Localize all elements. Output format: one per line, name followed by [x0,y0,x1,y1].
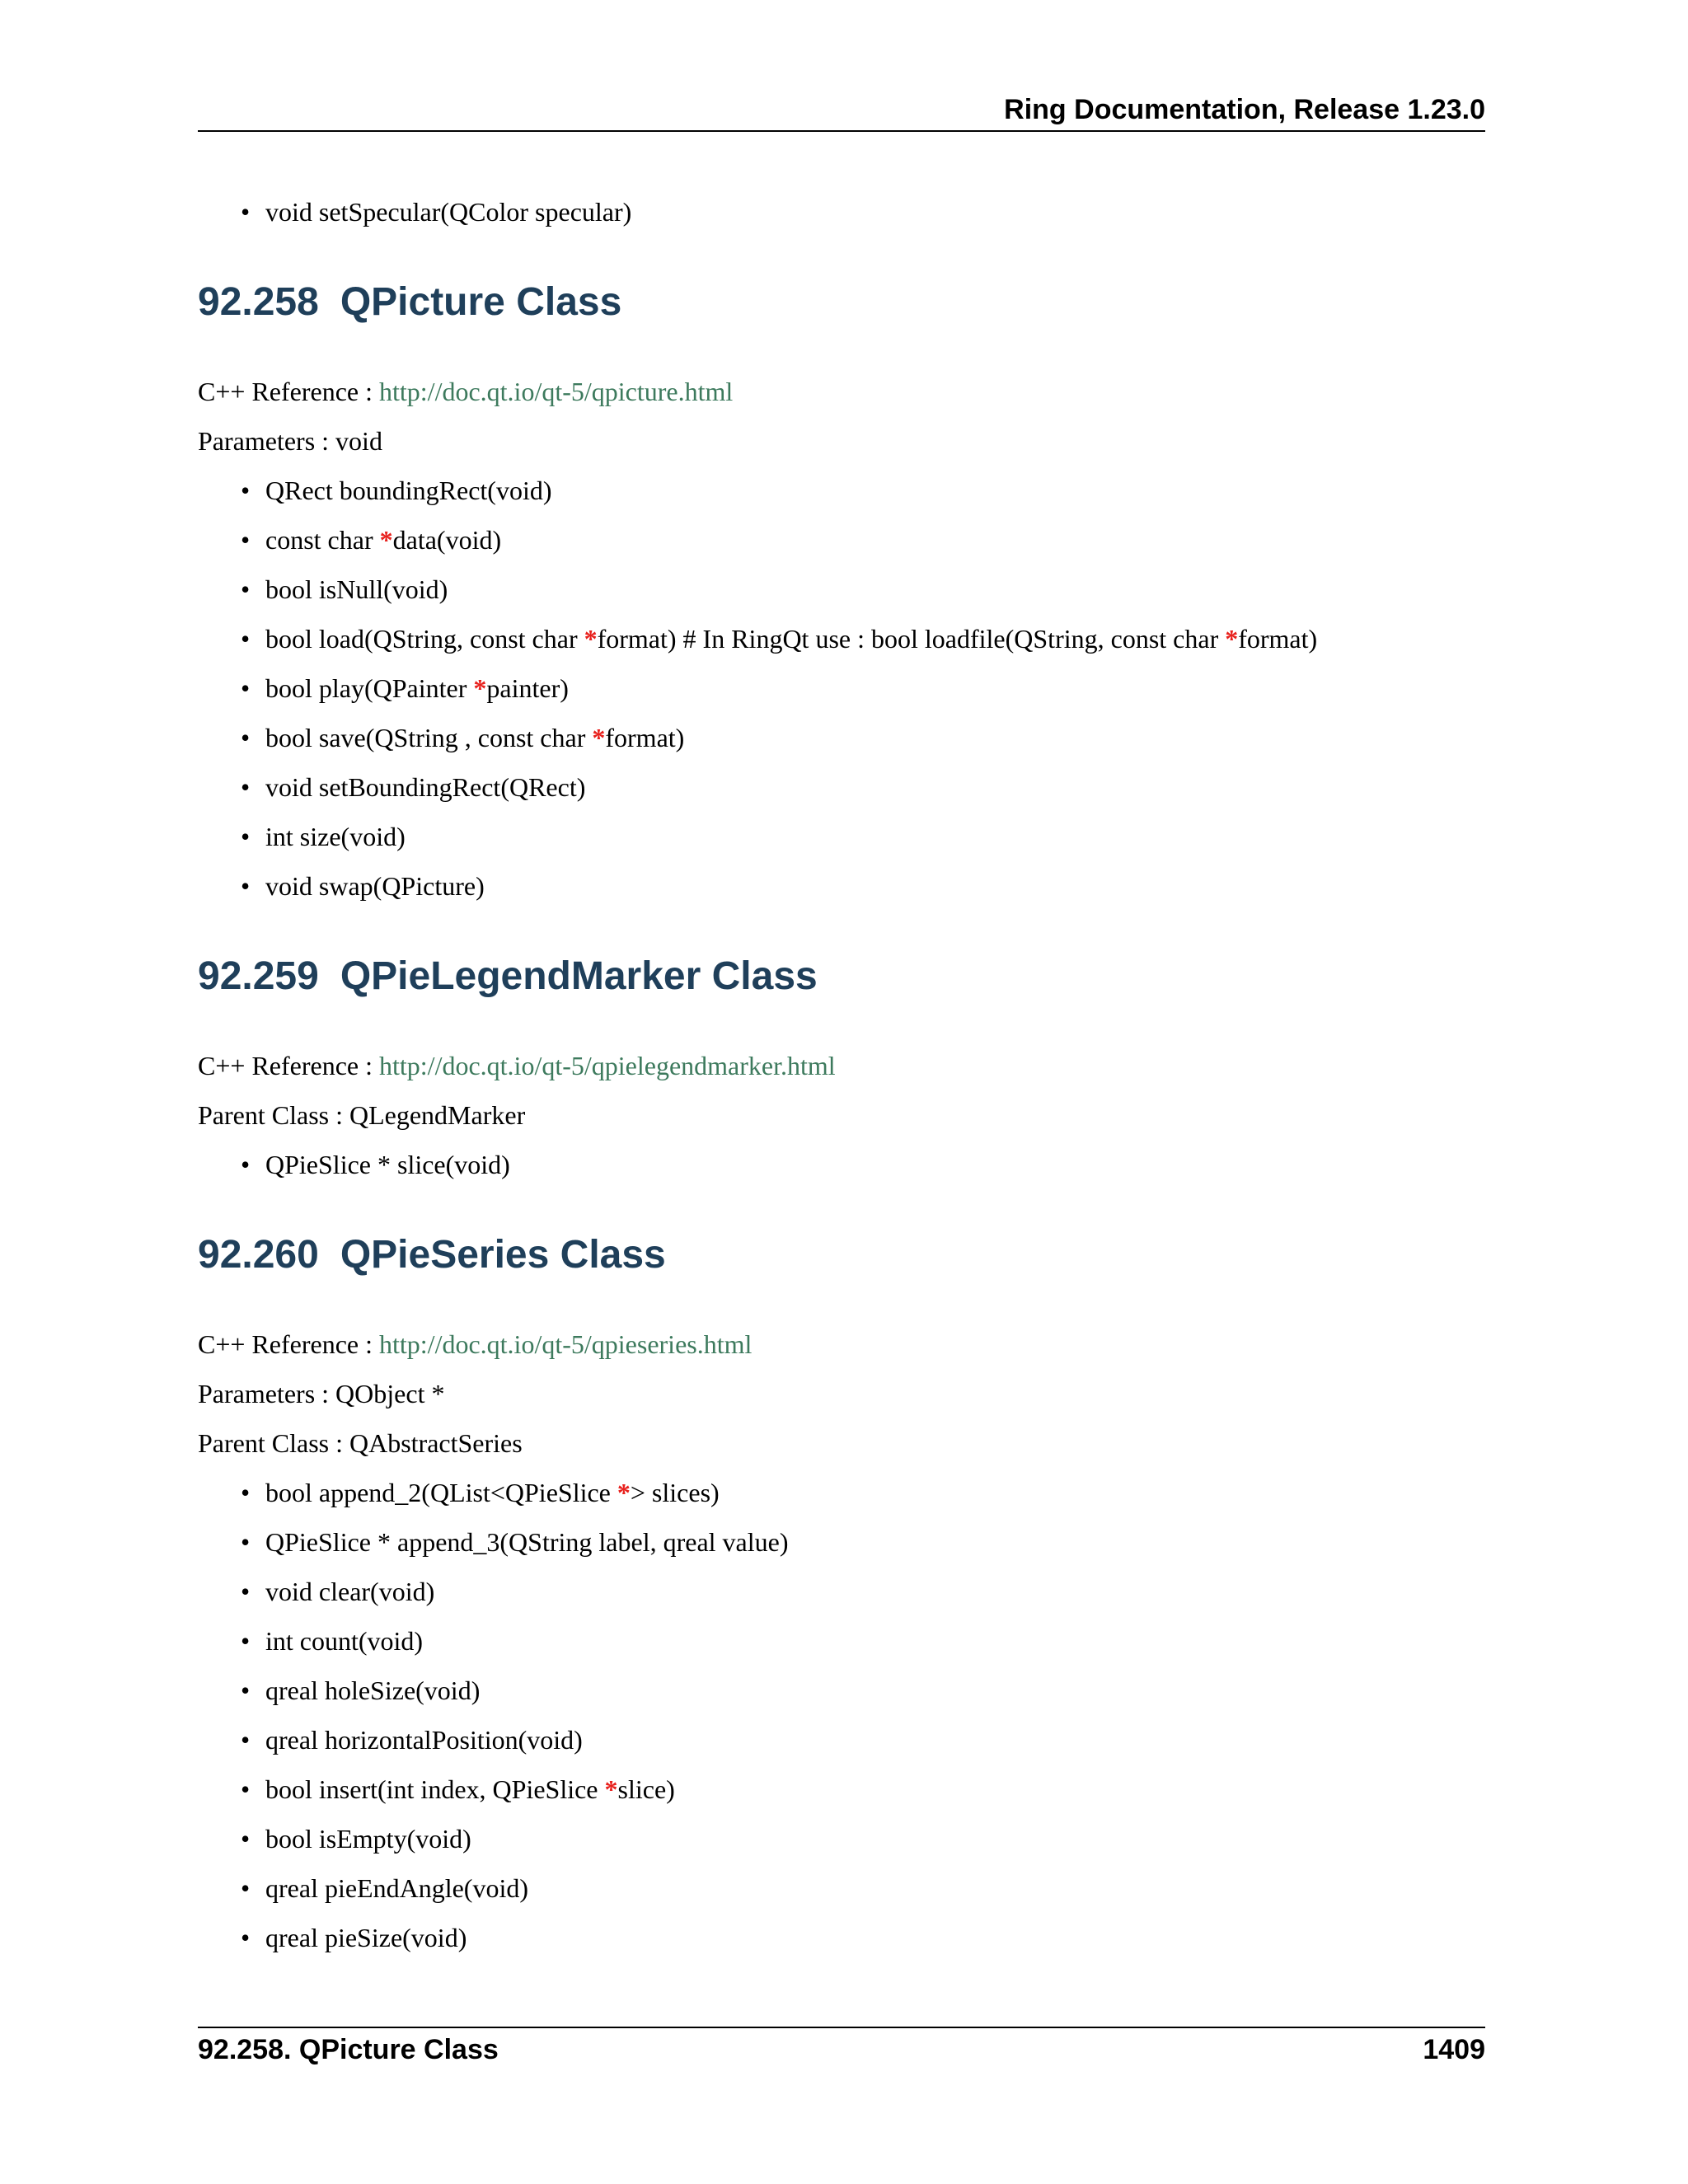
method-text: void clear(void) [265,1577,435,1606]
method-item [265,868,1485,904]
method-list [198,1146,1485,1183]
method-text: format) [1238,624,1318,654]
pointer-star: * [617,1478,631,1507]
method-item [265,1722,1485,1758]
method-item [265,621,1485,657]
method-text: bool isNull(void) [265,574,448,604]
method-item [265,522,1485,558]
parameters-line [198,1376,1485,1412]
method-item [265,571,1485,607]
method-text: bool insert(int index, QPieSlice [265,1774,605,1804]
parent-class-value: QAbstractSeries [349,1428,523,1458]
method-item [265,1870,1485,1906]
section-qpieseries [198,1230,1485,1956]
method-item [265,719,1485,756]
method-text: data(void) [392,525,502,555]
method-text: qreal pieSize(void) [265,1923,467,1952]
method-item [265,769,1485,805]
pointer-star: * [584,624,598,654]
section-heading [198,952,1485,1001]
method-item [265,670,1485,706]
method-text: void setBoundingRect(QRect) [265,772,586,802]
footer-section-label: 92.258. QPicture Class [198,2034,499,2065]
cpp-reference-link[interactable]: http://doc.qt.io/qt-5/qpielegendmarker.html [379,1051,836,1080]
method-list [198,1474,1485,1956]
section-heading [198,278,1485,327]
page-content [198,194,1485,1956]
parameters-label: Parameters : [198,1379,336,1408]
footer-rule [198,2027,1485,2028]
section-qpicture [198,278,1485,904]
method-text: bool append_2(QList<QPieSlice [265,1478,617,1507]
section-title: QPicture Class [340,280,622,324]
method-text: qreal pieEndAngle(void) [265,1873,528,1903]
method-text: const char [265,525,380,555]
method-text: QRect boundingRect(void) [265,476,552,505]
section-number: 92.260 [198,1233,319,1277]
header-rule [198,130,1485,132]
method-item: • void setSpecular(QColor specular) [265,194,1485,230]
method-text: void swap(QPicture) [265,871,485,901]
parent-class-value: QLegendMarker [349,1100,526,1130]
method-text: bool load(QString, const char [265,624,584,654]
method-item [265,472,1485,509]
method-text: painter) [486,673,569,703]
method-item [265,1919,1485,1956]
method-item [265,1821,1485,1857]
method-item [265,1573,1485,1610]
section-number: 92.258 [198,280,319,324]
method-text: QPieSlice * append_3(QString label, qreal value) [265,1527,789,1557]
parameters-line [198,423,1485,459]
method-text: bool play(QPainter [265,673,474,703]
parameters-label: Parameters : [198,426,336,456]
method-text: bool isEmpty(void) [265,1824,471,1854]
method-text: format) [605,723,685,752]
preceding-method-list [198,194,1485,230]
pointer-star: * [473,673,487,703]
cpp-reference-label: C++ Reference : [198,377,379,406]
method-list [198,472,1485,904]
section-title: QPieSeries Class [340,1233,666,1277]
parent-class-label: Parent Class : [198,1100,349,1130]
method-item [265,1146,1485,1183]
method-text: slice) [617,1774,675,1804]
running-footer [198,2029,1485,2070]
method-text: QPieSlice * slice(void) [265,1150,510,1179]
method-text: int size(void) [265,822,406,851]
parent-class-line [198,1425,1485,1461]
section-number: 92.259 [198,954,319,998]
cpp-reference-label: C++ Reference : [198,1051,379,1080]
method-text: format) # In RingQt use : bool loadfile(QString, const char [597,624,1226,654]
parent-class-line [198,1097,1485,1133]
method-item [265,1672,1485,1708]
parent-class-label: Parent Class : [198,1428,349,1458]
method-item [265,1623,1485,1659]
cpp-reference [198,1047,1485,1084]
method-item [265,818,1485,855]
parameters-value: QObject * [335,1379,445,1408]
cpp-reference-label: C++ Reference : [198,1329,379,1359]
pointer-star: * [379,525,393,555]
running-header: Ring Documentation, Release 1.23.0 [1004,94,1485,125]
cpp-reference [198,373,1485,410]
cpp-reference [198,1326,1485,1362]
parameters-value: void [335,426,382,456]
method-item [265,1474,1485,1511]
section-title: QPieLegendMarker Class [340,954,818,998]
method-item [265,1771,1485,1807]
method-text: int count(void) [265,1626,424,1656]
cpp-reference-link[interactable]: http://doc.qt.io/qt-5/qpieseries.html [379,1329,753,1359]
method-text: bool save(QString , const char [265,723,593,752]
pointer-star: * [592,723,606,752]
cpp-reference-link[interactable]: http://doc.qt.io/qt-5/qpicture.html [379,377,734,406]
pointer-star: * [1225,624,1239,654]
page-number: 1409 [1423,2034,1485,2065]
pointer-star: * [604,1774,618,1804]
section-heading [198,1230,1485,1280]
method-item [265,1524,1485,1560]
method-text: qreal holeSize(void) [265,1675,481,1705]
method-text: > slices) [630,1478,720,1507]
section-qpielegendmarker [198,952,1485,1183]
method-text: qreal horizontalPosition(void) [265,1725,583,1755]
